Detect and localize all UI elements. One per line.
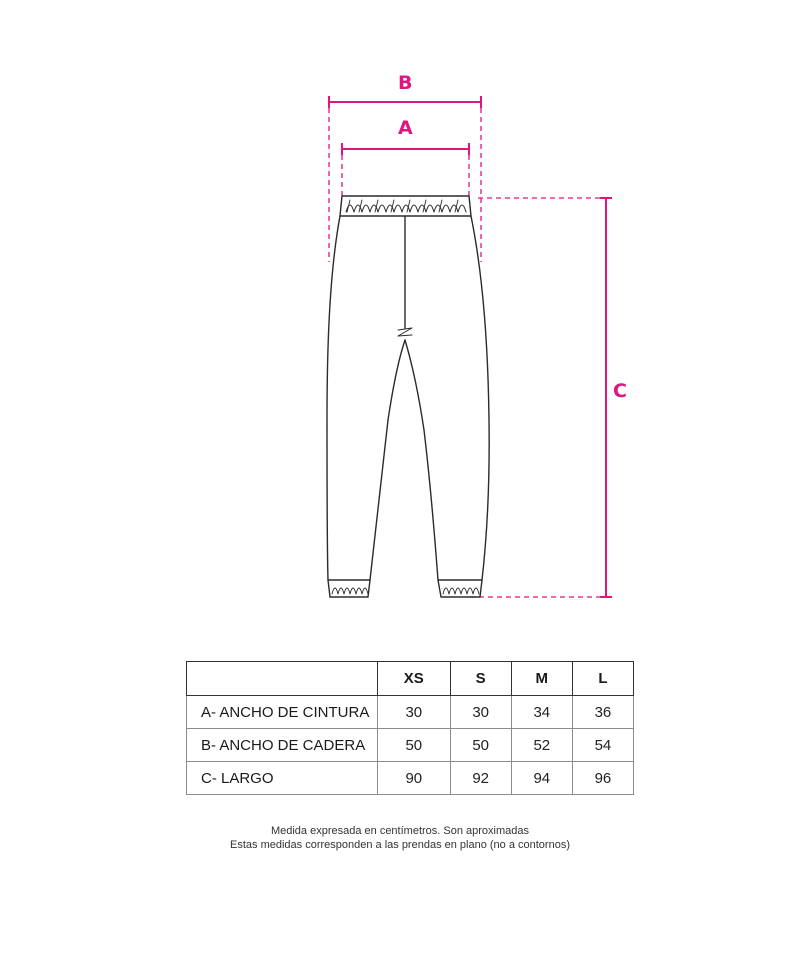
table-cell: 90: [378, 762, 451, 795]
table-cell: 52: [511, 729, 572, 762]
table-cell: 30: [450, 696, 511, 729]
table-cell: 36: [572, 696, 633, 729]
table-cell: 54: [572, 729, 633, 762]
dimension-a-label: A: [398, 117, 413, 139]
note-line-1: Medida expresada en centímetros. Son aproximadas: [270, 825, 530, 837]
dimension-c-label: C: [613, 380, 627, 402]
table-cell: 92: [450, 762, 511, 795]
table-row: [187, 696, 634, 729]
table-cell: 30: [378, 696, 451, 729]
table-row: [187, 729, 634, 762]
dimension-b-label: B: [398, 72, 413, 94]
size-table: [186, 661, 634, 795]
table-cell: 96: [572, 762, 633, 795]
table-header-row: [187, 662, 634, 696]
table-row: [187, 762, 634, 795]
row-label-waist: A- ANCHO DE CINTURA: [187, 696, 378, 729]
header-cell-l: L: [572, 662, 633, 696]
table-cell: 50: [450, 729, 511, 762]
header-cell-empty: [187, 662, 378, 696]
pants-outline: [327, 196, 489, 597]
header-cell-m: M: [511, 662, 572, 696]
table-cell: 94: [511, 762, 572, 795]
header-cell-s: S: [450, 662, 511, 696]
table-cell: 34: [511, 696, 572, 729]
header-cell-xs: XS: [378, 662, 451, 696]
row-label-hip: B- ANCHO DE CADERA: [187, 729, 378, 762]
row-label-length: C- LARGO: [187, 762, 378, 795]
table-cell: 50: [378, 729, 451, 762]
dimension-c-marker: [470, 198, 612, 597]
dimension-a-marker: [342, 143, 469, 196]
note-line-2: Estas medidas corresponden a las prendas en plano (no a contornos): [230, 839, 570, 851]
